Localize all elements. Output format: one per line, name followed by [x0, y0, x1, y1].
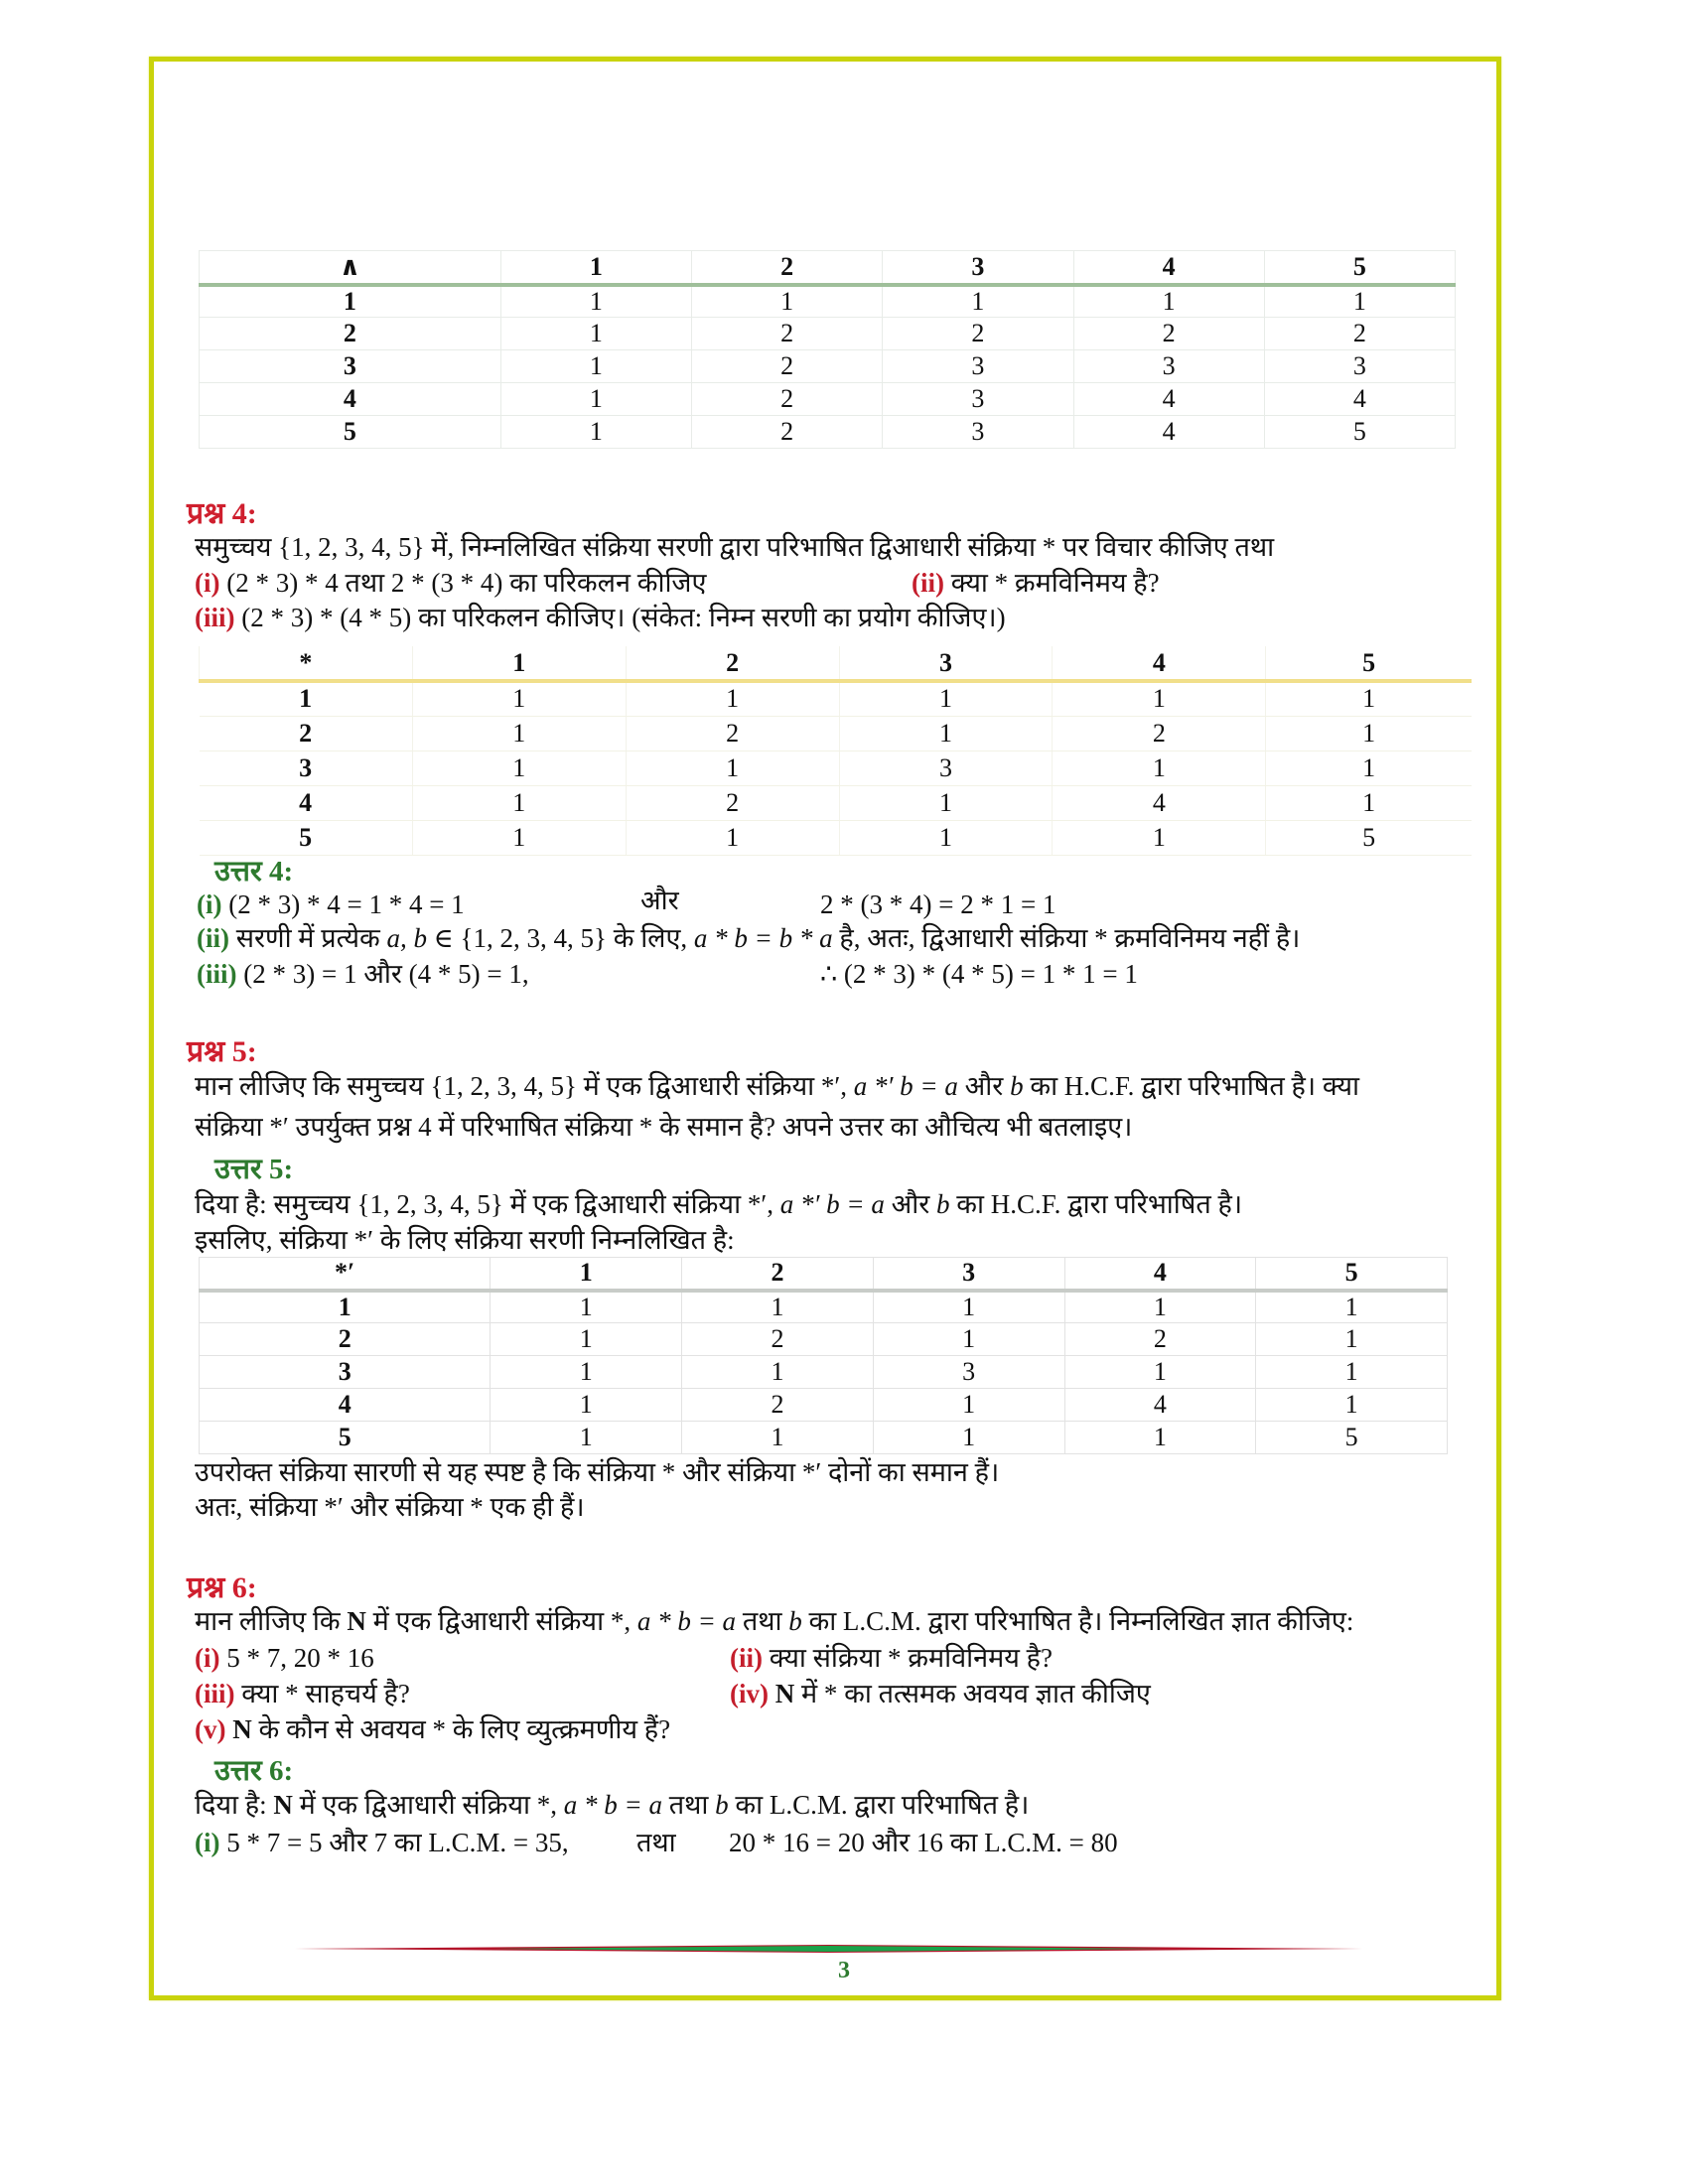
answer-4-part-ii — [197, 920, 1300, 956]
table-cell: 1 — [412, 785, 626, 820]
table-cell: 4 — [1073, 416, 1264, 449]
table-cell: 3 — [883, 383, 1073, 416]
table-cell: 1 — [1064, 1356, 1256, 1389]
table-row — [200, 1389, 1448, 1422]
answer-4-part-i — [197, 887, 465, 922]
row-header-cell: 5 — [200, 1422, 491, 1454]
table-cell: 3 — [1073, 350, 1264, 383]
part-number: (ii) — [730, 1643, 763, 1673]
math-equation: a * b = b * a — [693, 923, 833, 953]
answer-5-line-2: इसलिए, संक्रिया *′ के लिए संक्रिया सरणी निम्नलिखित है: — [195, 1225, 735, 1255]
table-cell: 2 — [692, 416, 883, 449]
row-header-cell: 5 — [200, 820, 413, 855]
table-cell: 3 — [1264, 350, 1455, 383]
text: में एक द्विआधारी संक्रिया *, — [299, 1790, 558, 1820]
answer-text: सरणी में प्रत्येक — [235, 923, 380, 953]
answer-5-heading: उत्तर 5: — [214, 1154, 294, 1185]
table-cell: 5 — [1256, 1422, 1448, 1454]
table-cell: 5 — [1264, 416, 1455, 449]
answer-text: ∈ {1, 2, 3, 4, 5} के लिए, — [433, 923, 688, 953]
table-row — [200, 751, 1473, 785]
question-6-part-iv — [730, 1676, 1151, 1711]
table-header-cell: 2 — [682, 1258, 874, 1291]
table-cell: 1 — [1266, 681, 1472, 716]
table-cell: 1 — [1266, 751, 1472, 785]
table-cell: 3 — [883, 416, 1073, 449]
row-header-cell: 4 — [200, 383, 501, 416]
question-6-part-v — [195, 1711, 670, 1747]
table-cell: 2 — [682, 1389, 874, 1422]
table-header-row — [200, 251, 1456, 285]
row-header-cell: 1 — [200, 681, 413, 716]
table-header-cell: 3 — [839, 646, 1053, 681]
table-cell: 1 — [491, 1291, 682, 1323]
table-cell: 1 — [1266, 785, 1472, 820]
table-header-cell: 1 — [491, 1258, 682, 1291]
table-cell: 2 — [692, 350, 883, 383]
part-number: (iii) — [195, 603, 235, 632]
text: तथा — [668, 1790, 709, 1820]
text: में एक द्विआधारी संक्रिया *, — [372, 1606, 632, 1636]
table-cell: 3 — [873, 1356, 1064, 1389]
text: दिया है: समुच्चय {1, 2, 3, 4, 5} में एक द्विआधारी संक्रिया *′, — [195, 1189, 774, 1219]
table-header-cell: 5 — [1264, 251, 1455, 285]
table-cell: 1 — [1053, 681, 1266, 716]
answer-6-given — [195, 1787, 1029, 1823]
set-symbol: N — [774, 1679, 795, 1708]
row-header-cell: 2 — [200, 1323, 491, 1356]
answer-5-line-1 — [195, 1186, 1242, 1222]
table-cell: 1 — [873, 1389, 1064, 1422]
row-header-cell: 3 — [200, 350, 501, 383]
table-cell: 1 — [1053, 751, 1266, 785]
table-cell: 1 — [626, 751, 839, 785]
math-variable: b — [788, 1606, 802, 1636]
table-cell: 1 — [1256, 1389, 1448, 1422]
table-row — [200, 1356, 1448, 1389]
question-6-heading: प्रश्न 6: — [187, 1571, 257, 1604]
table-cell: 1 — [626, 681, 839, 716]
part-text: क्या संक्रिया * क्रमविनिमय है? — [769, 1643, 1053, 1673]
text: और — [964, 1071, 1004, 1101]
table-header-cell: 5 — [1266, 646, 1472, 681]
table-cell: 1 — [412, 681, 626, 716]
table-header-row — [200, 1258, 1448, 1291]
table-row — [200, 318, 1456, 350]
table-cell: 1 — [500, 416, 691, 449]
question-4-heading: प्रश्न 4: — [187, 497, 257, 530]
table-cell: 1 — [1256, 1323, 1448, 1356]
math-equation: a *′ b = a — [853, 1071, 958, 1101]
table-cell: 3 — [883, 350, 1073, 383]
part-number: (ii) — [197, 923, 229, 953]
part-text: में * का तत्समक अवयव ज्ञात कीजिए — [800, 1679, 1151, 1708]
text: का H.C.F. द्वारा परिभाषित है। — [956, 1189, 1243, 1219]
part-number: (ii) — [912, 568, 944, 598]
table-cell: 1 — [873, 1291, 1064, 1323]
table-cell: 2 — [682, 1323, 874, 1356]
table-cell: 1 — [873, 1323, 1064, 1356]
table-cell: 1 — [500, 285, 691, 318]
table-cell: 1 — [873, 1422, 1064, 1454]
table-cell: 1 — [491, 1389, 682, 1422]
question-5-line-1 — [195, 1068, 1359, 1104]
operation-table-q4 — [199, 646, 1472, 856]
row-header-cell: 3 — [200, 1356, 491, 1389]
text: का L.C.M. द्वारा परिभाषित है। निम्नलिखित ज्ञात कीजिए: — [808, 1606, 1354, 1636]
answer-text: 5 * 7 = 5 और 7 का L.C.M. = 35, — [226, 1828, 569, 1857]
table-row — [200, 383, 1456, 416]
table-cell: 1 — [1064, 1291, 1256, 1323]
table-cell: 2 — [1064, 1323, 1256, 1356]
row-header-cell: 2 — [200, 318, 501, 350]
set-symbol: N — [232, 1714, 252, 1744]
table-cell: 1 — [491, 1422, 682, 1454]
table-cell: 1 — [500, 383, 691, 416]
math-variables: a, b — [386, 923, 428, 953]
footer-divider — [295, 1945, 1362, 1953]
table-cell: 1 — [500, 350, 691, 383]
question-6-part-iii — [195, 1676, 410, 1711]
table-cell: 1 — [412, 751, 626, 785]
row-header-cell: 4 — [200, 785, 413, 820]
question-6-part-i — [195, 1640, 374, 1676]
part-text: (2 * 3) * (4 * 5) का परिकलन कीजिए। (संकेत: निम्न सरणी का प्रयोग कीजिए।) — [241, 603, 1006, 632]
answer-6-part-i — [195, 1825, 569, 1860]
table-header-cell: * — [200, 646, 413, 681]
row-header-cell: 5 — [200, 416, 501, 449]
table-header-cell: 3 — [883, 251, 1073, 285]
question-4-part-iii — [195, 600, 1006, 635]
table-cell: 1 — [839, 681, 1053, 716]
table-cell: 1 — [1256, 1356, 1448, 1389]
operation-table-q5 — [199, 1257, 1448, 1454]
set-symbol: N — [347, 1606, 366, 1636]
table-cell: 4 — [1264, 383, 1455, 416]
answer-5-line-4: अतः, संक्रिया *′ और संक्रिया * एक ही हैं। — [195, 1492, 585, 1522]
row-header-cell: 4 — [200, 1389, 491, 1422]
question-6-statement — [195, 1603, 1353, 1639]
table-cell: 1 — [839, 785, 1053, 820]
table-cell: 2 — [626, 716, 839, 751]
table-cell: 5 — [1266, 820, 1472, 855]
table-cell: 1 — [1266, 716, 1472, 751]
table-cell: 1 — [412, 820, 626, 855]
text: का H.C.F. द्वारा परिभाषित है। क्या — [1030, 1071, 1359, 1101]
table-row — [200, 1323, 1448, 1356]
table-cell: 1 — [500, 318, 691, 350]
answer-6-conjunction: तथा — [636, 1828, 676, 1857]
part-text: के कौन से अवयव * के लिए व्युत्क्रमणीय हैं? — [258, 1714, 671, 1744]
math-variable: b — [1010, 1071, 1024, 1101]
table-header-cell: 3 — [873, 1258, 1064, 1291]
table-row — [200, 820, 1473, 855]
table-cell: 1 — [1053, 820, 1266, 855]
row-header-cell: 2 — [200, 716, 413, 751]
question-6-part-ii — [730, 1640, 1053, 1676]
table-cell: 1 — [883, 285, 1073, 318]
table-row — [200, 350, 1456, 383]
table-header-cell: 2 — [692, 251, 883, 285]
math-equation: a * b = a — [636, 1606, 737, 1636]
table-cell: 2 — [883, 318, 1073, 350]
part-number: (i) — [195, 568, 220, 598]
table-header-cell: *′ — [200, 1258, 491, 1291]
question-5-heading: प्रश्न 5: — [187, 1035, 257, 1068]
row-header-cell: 3 — [200, 751, 413, 785]
question-5-line-2: संक्रिया *′ उपर्युक्त प्रश्न 4 में परिभाषित संक्रिया * के समान है? अपने उत्तर का औचित्य भी बतलाइए। — [195, 1112, 1133, 1142]
table-cell: 2 — [1053, 716, 1266, 751]
question-4-statement: समुच्चय {1, 2, 3, 4, 5} में, निम्नलिखित संक्रिया सरणी द्वारा परिभाषित द्विआधारी संक्रिया * पर विचार कीजिए तथा — [195, 532, 1275, 562]
part-text: 5 * 7, 20 * 16 — [226, 1643, 374, 1673]
part-number: (v) — [195, 1714, 226, 1744]
math-equation: a *′ b = a — [779, 1189, 885, 1219]
table-cell: 4 — [1064, 1389, 1256, 1422]
operation-table-meet — [199, 250, 1456, 449]
math-variable: b — [715, 1790, 729, 1820]
table-cell: 2 — [626, 785, 839, 820]
set-symbol: N — [273, 1790, 293, 1820]
table-header-cell: 4 — [1073, 251, 1264, 285]
table-cell: 1 — [682, 1422, 874, 1454]
part-number: (i) — [195, 1643, 220, 1673]
table-header-cell: 4 — [1064, 1258, 1256, 1291]
table-cell: 3 — [839, 751, 1053, 785]
text: मान लीजिए कि समुच्चय {1, 2, 3, 4, 5} में एक द्विआधारी संक्रिया *′, — [195, 1071, 848, 1101]
table-cell: 2 — [1264, 318, 1455, 350]
table-row — [200, 416, 1456, 449]
math-variable: b — [936, 1189, 950, 1219]
answer-4-part-iii-right: ∴ (2 * 3) * (4 * 5) = 1 * 1 = 1 — [820, 959, 1138, 989]
row-header-cell: 1 — [200, 1291, 491, 1323]
answer-4-part-iii — [197, 956, 529, 992]
text: दिया है: — [195, 1790, 267, 1820]
answer-6-part-i-right: 20 * 16 = 20 और 16 का L.C.M. = 80 — [729, 1828, 1118, 1857]
table-cell: 2 — [1073, 318, 1264, 350]
table-cell: 2 — [692, 318, 883, 350]
table-row — [200, 681, 1473, 716]
page-number: 3 — [838, 1958, 850, 1983]
table-cell: 1 — [491, 1323, 682, 1356]
answer-5-line-3: उपरोक्त संक्रिया सारणी से यह स्पष्ट है कि संक्रिया * और संक्रिया *′ दोनों का समान हैं। — [195, 1457, 1000, 1487]
part-number: (iv) — [730, 1679, 769, 1708]
table-cell: 1 — [692, 285, 883, 318]
answer-6-heading: उत्तर 6: — [214, 1755, 294, 1787]
part-number: (iii) — [195, 1679, 235, 1708]
answer-text: (2 * 3) = 1 और (4 * 5) = 1, — [243, 959, 529, 989]
table-cell: 1 — [1256, 1291, 1448, 1323]
table-header-cell: 2 — [626, 646, 839, 681]
part-text: (2 * 3) * 4 तथा 2 * (3 * 4) का परिकलन कीजिए — [226, 568, 707, 598]
table-cell: 1 — [1064, 1422, 1256, 1454]
answer-text: (2 * 3) * 4 = 1 * 4 = 1 — [228, 889, 465, 919]
part-text: क्या * क्रमविनिमय है? — [950, 568, 1160, 598]
part-text: क्या * साहचर्य है? — [241, 1679, 410, 1708]
answer-text: है, अतः, द्विआधारी संक्रिया * क्रमविनिमय नहीं है। — [839, 923, 1301, 953]
part-number: (i) — [197, 889, 222, 919]
table-cell: 1 — [839, 820, 1053, 855]
table-cell: 4 — [1073, 383, 1264, 416]
table-row — [200, 716, 1473, 751]
table-header-cell: 1 — [412, 646, 626, 681]
table-cell: 1 — [1073, 285, 1264, 318]
table-cell: 1 — [682, 1356, 874, 1389]
answer-4-heading: उत्तर 4: — [214, 856, 294, 887]
text: और — [891, 1189, 930, 1219]
answer-4-conjunction: और — [640, 886, 679, 915]
table-cell: 1 — [626, 820, 839, 855]
table-header-cell: 1 — [500, 251, 691, 285]
table-cell: 1 — [491, 1356, 682, 1389]
math-equation: a * b = a — [563, 1790, 663, 1820]
table-header-cell: 5 — [1256, 1258, 1448, 1291]
table-row — [200, 785, 1473, 820]
table-cell: 1 — [1264, 285, 1455, 318]
part-number: (i) — [195, 1828, 220, 1857]
table-row — [200, 1422, 1448, 1454]
question-4-part-i — [195, 565, 706, 601]
table-row — [200, 1291, 1448, 1323]
table-header-cell: ∧ — [200, 251, 501, 285]
table-header-cell: 4 — [1053, 646, 1266, 681]
table-cell: 1 — [412, 716, 626, 751]
table-cell: 4 — [1053, 785, 1266, 820]
table-cell: 2 — [692, 383, 883, 416]
part-number: (iii) — [197, 959, 237, 989]
table-header-row — [200, 646, 1473, 681]
table-cell: 1 — [839, 716, 1053, 751]
question-4-part-ii — [912, 565, 1160, 601]
table-cell: 1 — [682, 1291, 874, 1323]
text: मान लीजिए कि — [195, 1606, 341, 1636]
text: का L.C.M. द्वारा परिभाषित है। — [735, 1790, 1030, 1820]
table-row — [200, 285, 1456, 318]
row-header-cell: 1 — [200, 285, 501, 318]
text: तथा — [742, 1606, 782, 1636]
answer-4-part-i-right: 2 * (3 * 4) = 2 * 1 = 1 — [820, 889, 1056, 919]
